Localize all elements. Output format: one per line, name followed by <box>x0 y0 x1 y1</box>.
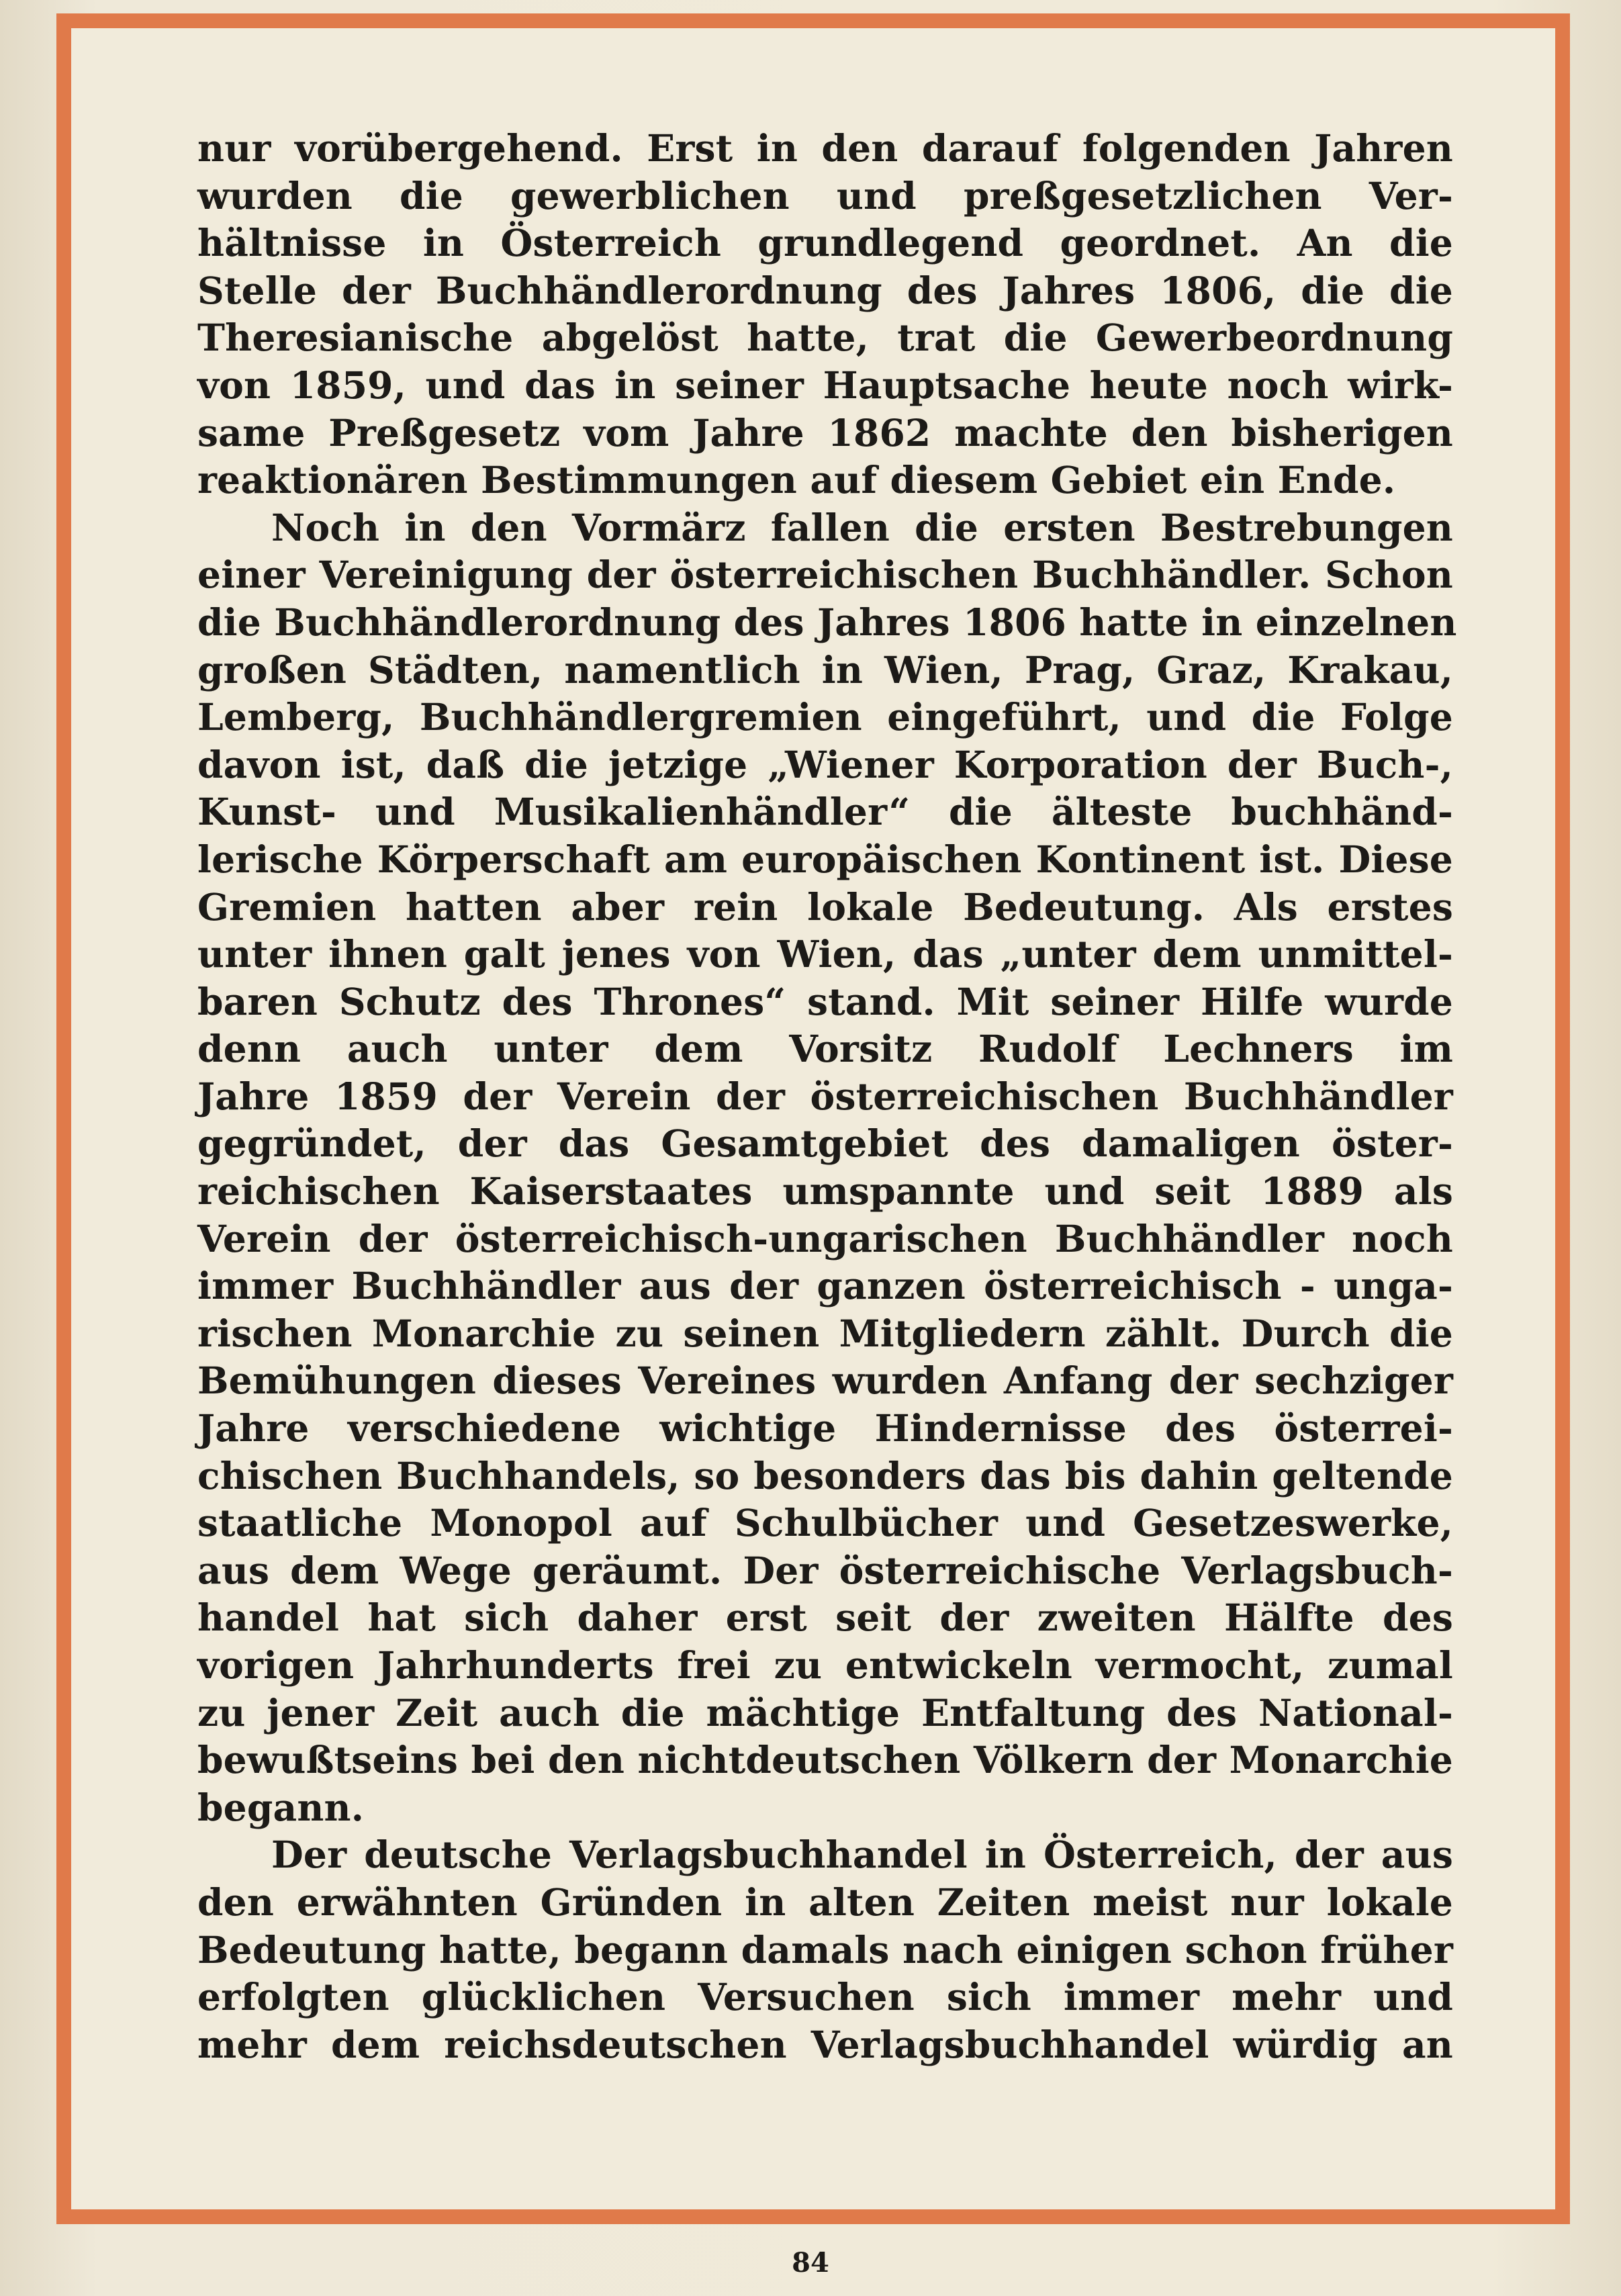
text-line: reichischen Kaiserstaates umspannte und seit 1889 als <box>197 1169 1453 1213</box>
text-line: staatliche Monopol auf Schulbücher und Gesetzeswerke, <box>197 1501 1453 1545</box>
text-line: davon ist, daß die jetzige „Wiener Korporation der Buch-, <box>197 742 1453 786</box>
text-line: erfolgten glücklichen Versuchen sich immer mehr und <box>197 1975 1453 2019</box>
body-text <box>197 125 1457 2068</box>
text-line: hältnisse in Österreich grundlegend geordnet. An die <box>197 221 1453 265</box>
text-line: vorigen Jahrhunderts frei zu entwickeln vermocht, zumal <box>197 1643 1453 1687</box>
text-line: großen Städten, namentlich in Wien, Prag, Graz, Krakau, <box>197 647 1453 692</box>
text-line: handel hat sich daher erst seit der zweiten Hälfte des <box>197 1596 1453 1640</box>
text-line: reaktionären Bestimmungen auf diesem Gebiet ein Ende. <box>197 458 1396 502</box>
text-line: baren Schutz des Thrones“ stand. Mit seiner Hilfe wurde <box>197 979 1453 1023</box>
text-line: Bedeutung hatte, begann damals nach einigen schon früher <box>197 1927 1453 1972</box>
text-line: Jahre verschiedene wichtige Hindernisse des österrei- <box>197 1406 1453 1451</box>
text-line: nur vorübergehend. Erst in den darauf folgenden Jahren <box>197 126 1453 170</box>
paragraph <box>197 1831 1453 2068</box>
text-line: den erwähnten Gründen in alten Zeiten meist nur lokale <box>197 1880 1453 1924</box>
page-number: 84 <box>792 2247 829 2279</box>
text-line: Gremien hatten aber rein lokale Bedeutung. Als erstes <box>197 884 1453 929</box>
text-line: Der deutsche Verlagsbuchhandel in Österreich, der aus <box>271 1833 1453 1877</box>
text-line: von 1859, und das in seiner Hauptsache heute noch wirk- <box>197 363 1453 407</box>
text-line: Bemühungen dieses Vereines wurden Anfang der sechziger <box>197 1359 1453 1403</box>
text-line: unter ihnen galt jenes von Wien, das „unter dem unmittel- <box>197 932 1453 976</box>
text-line: same Preßgesetz vom Jahre 1862 machte den bisherigen <box>197 410 1453 455</box>
text-line: wurden die gewerblichen und preßgesetzlichen Ver- <box>197 173 1453 218</box>
text-line: begann. <box>197 1785 365 1829</box>
text-line: Jahre 1859 der Verein der österreichischen Buchhändler <box>197 1074 1453 1118</box>
text-line: Theresianische abgelöst hatte, trat die Gewerbeordnung <box>197 316 1453 360</box>
text-line: zu jener Zeit auch die mächtige Entfaltung des National- <box>197 1690 1453 1735</box>
paragraph <box>197 125 1453 504</box>
text-line: bewußtseins bei den nichtdeutschen Völkern der Monarchie <box>197 1738 1453 1782</box>
text-line: Verein der österreichisch-ungarischen Buchhändler noch <box>197 1216 1453 1260</box>
text-line: Stelle der Buchhändlerordnung des Jahres 1806, die die <box>197 268 1453 312</box>
text-line: lerische Körperschaft am europäischen Kontinent ist. Diese <box>197 837 1453 881</box>
text-line: denn auch unter dem Vorsitz Rudolf Lechners im <box>197 1027 1453 1071</box>
text-line: Lemberg, Buchhändlergremien eingeführt, und die Folge <box>197 695 1453 739</box>
text-line: mehr dem reichsdeutschen Verlagsbuchhandel würdig an <box>197 2022 1453 2066</box>
text-line: Kunst- und Musikalienhändler“ die älteste buchhänd- <box>197 790 1453 834</box>
text-line: gegründet, der das Gesamtgebiet des damaligen öster- <box>197 1121 1453 1166</box>
paragraph <box>197 504 1457 1832</box>
text-line: einer Vereinigung der österreichischen Buchhändler. Schon <box>197 553 1453 597</box>
text-line: immer Buchhändler aus der ganzen österreichisch - unga- <box>197 1264 1453 1308</box>
text-line: rischen Monarchie zu seinen Mitgliedern zählt. Durch die <box>197 1311 1453 1355</box>
text-line: chischen Buchhandels, so besonders das bis dahin geltende <box>197 1453 1453 1498</box>
text-line: Noch in den Vormärz fallen die ersten Bestrebungen <box>271 505 1453 549</box>
text-line: aus dem Wege geräumt. Der österreichische Verlagsbuch- <box>197 1548 1453 1592</box>
text-line: die Buchhändlerordnung des Jahres 1806 hatte in einzelnen <box>197 600 1457 644</box>
